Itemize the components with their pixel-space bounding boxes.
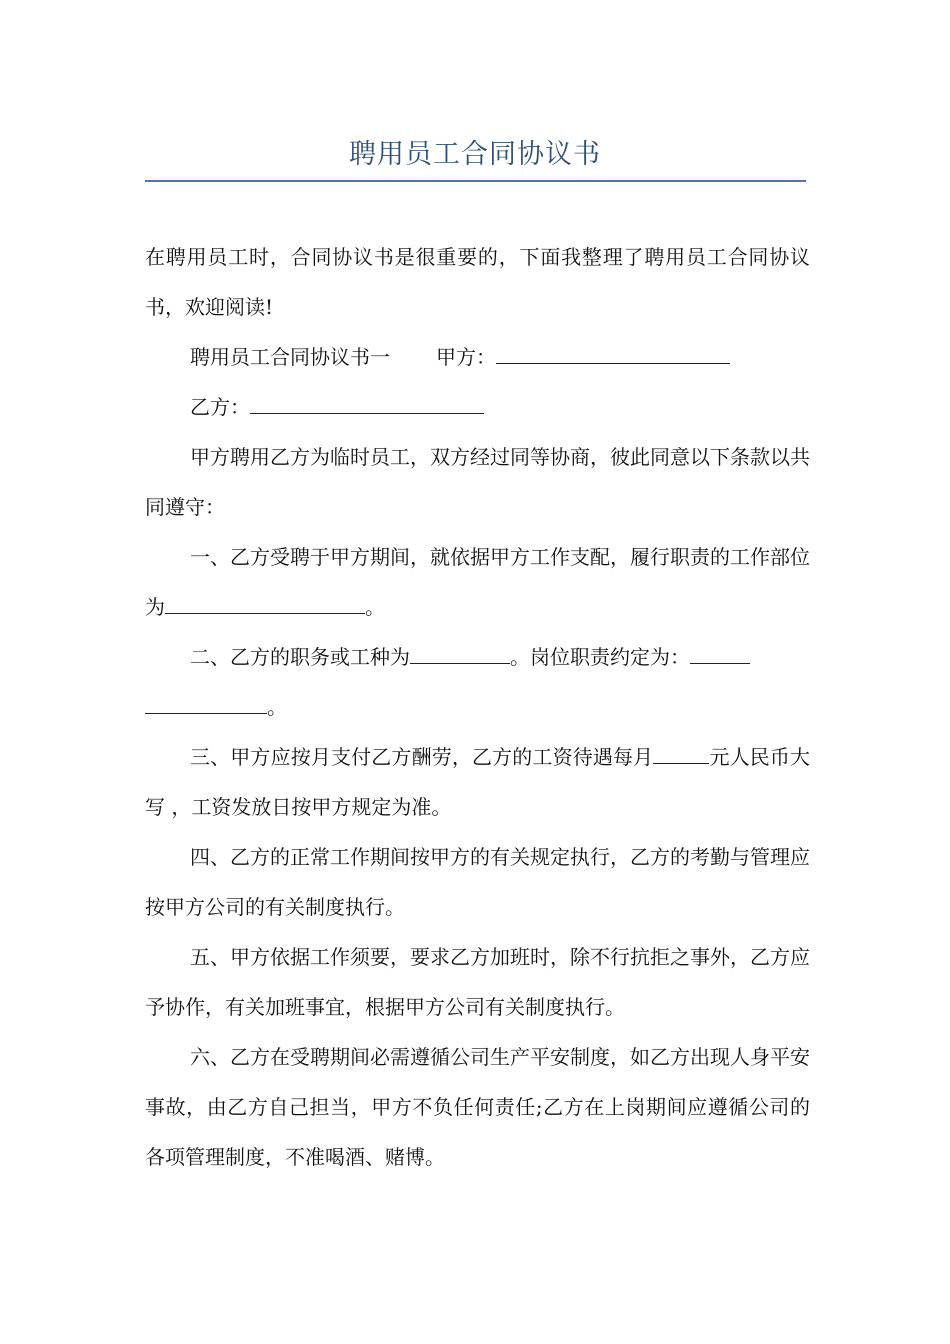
salary-blank xyxy=(653,742,709,764)
clause-5: 五、甲方依据工作须要，要求乙方加班时，除不行抗拒之事外，乙方应予协作，有关加班事宜，根据甲方公司有关制度执行。 xyxy=(145,945,810,1019)
clause-6: 六、乙方在受聘期间必需遵循公司生产平安制度，如乙方出现人身平安事故，由乙方自己担当，甲方不负任何责任;乙方在上岗期间应遵循公司的各项管理制度，不准喝酒、赌博。 xyxy=(145,1045,810,1169)
clause-2 xyxy=(145,632,810,732)
clause-3 xyxy=(145,732,810,832)
clause-1-text: 一、乙方受聘于甲方期间，就依据甲方工作支配，履行职责的工作部位为 xyxy=(145,545,810,619)
document-body xyxy=(145,232,810,1182)
party-a-blank xyxy=(496,342,730,364)
clause-2-text: 二、乙方的职务或工种为 xyxy=(190,645,410,669)
title-underline xyxy=(145,180,806,182)
clause-3-end: 元人民币大写 ，工资发放日按甲方规定为准。 xyxy=(145,745,811,819)
party-b-label: 乙方： xyxy=(190,395,250,419)
job-title-blank xyxy=(410,642,510,664)
clause-1-end: 。 xyxy=(365,595,385,619)
clause-3-text: 三、甲方应按月支付乙方酬劳，乙方的工资待遇每月 xyxy=(190,745,654,769)
party-a-label: 甲方： xyxy=(436,345,496,369)
clause-2-end: 。 xyxy=(267,695,287,719)
party-b-blank xyxy=(250,392,484,414)
section-heading: 聘用员工合同协议书一 xyxy=(190,345,390,369)
clause-1 xyxy=(145,532,810,632)
clause-2-middle: 。岗位职责约定为： xyxy=(510,645,690,669)
clause-4: 四、乙方的正常工作期间按甲方的有关规定执行，乙方的考勤与管理应按甲方公司的有关制度执行。 xyxy=(145,845,810,919)
document-title: 聘用员工合同协议书 xyxy=(349,139,601,170)
duties-blank-1 xyxy=(690,642,750,664)
preamble-paragraph: 甲方聘用乙方为临时员工，双方经过同等协商，彼此同意以下条款以共同遵守： xyxy=(145,445,810,519)
party-a-line xyxy=(145,332,810,382)
duties-blank-2 xyxy=(145,692,267,714)
work-position-blank xyxy=(165,592,365,614)
intro-paragraph: 在聘用员工时，合同协议书是很重要的，下面我整理了聘用员工合同协议书，欢迎阅读! xyxy=(145,245,810,319)
party-b-line xyxy=(145,382,810,432)
